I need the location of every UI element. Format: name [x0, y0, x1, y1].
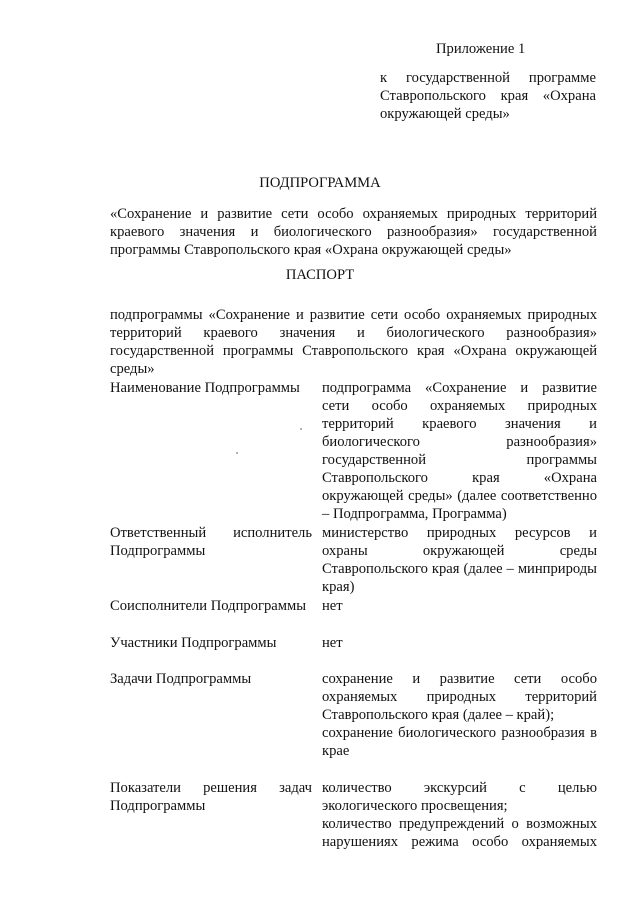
passport-row-coexecutors-label: Соисполнители Подпрограммы — [110, 598, 307, 614]
passport-row-tasks-label: Задачи Подпрограммы — [110, 671, 252, 687]
passport-row-indicators-value — [322, 779, 597, 851]
passport-row-executor-label: Ответственный исполнитель Подпрограммы — [110, 525, 312, 559]
passport-row-coexecutors-value: нет — [322, 598, 343, 614]
passport-intro: подпрограммы «Сохранение и развитие сети особо охраняемых природных территорий краевого значения и биологического разнообразия» государственной программы Ставропольского края «Охрана окружающей среды» — [110, 307, 597, 377]
passport-row-indicators-label: Показатели решения задач Подпрограммы — [110, 780, 312, 814]
passport-row-executor-value: министерство природных ресурсов и охраны окружающей среды Ставропольского края (далее – минприроды края) — [322, 525, 597, 595]
appendix-title: Приложение 1 — [436, 41, 526, 57]
passport-row-indicators-item: количество предупреждений о возможных нарушениях режима особо охраняемых — [322, 816, 597, 850]
passport-heading: ПАСПОРТ — [285, 267, 355, 283]
scan-speck — [236, 452, 238, 454]
subprogram-heading: ПОДПРОГРАММА — [259, 175, 381, 191]
passport-row-tasks-value — [322, 670, 597, 760]
subprogram-title: «Сохранение и развитие сети особо охраняемых природных территорий краевого значения и биологического разнообразия» государственной программы Ставропольского края «Охрана окружающей среды» — [110, 206, 597, 258]
passport-row-participants-value: нет — [322, 635, 343, 651]
passport-row-participants-label: Участники Подпрограммы — [110, 635, 277, 651]
passport-row-name-value: подпрограмма «Сохранение и развитие сети особо охраняемых природных территорий краевого значения и биологического разнообразия» государственной программы Ставропольского края «Охрана окружающей среды» (далее соответственно – Подпрограмма, Программа) — [322, 380, 597, 522]
appendix-note: к государственной программе Ставропольского края «Охрана окружающей среды» — [380, 70, 596, 122]
scan-speck — [300, 428, 302, 430]
passport-row-tasks-item: сохранение биологического разнообразия в крае — [322, 725, 597, 759]
passport-row-indicators-item: количество экскурсий с целью экологического просвещения; — [322, 780, 597, 814]
passport-row-name-label: Наименование Подпрограммы — [110, 380, 300, 396]
passport-row-tasks-item: сохранение и развитие сети особо охраняемых природных территорий Ставропольского края (далее – край); — [322, 671, 597, 723]
